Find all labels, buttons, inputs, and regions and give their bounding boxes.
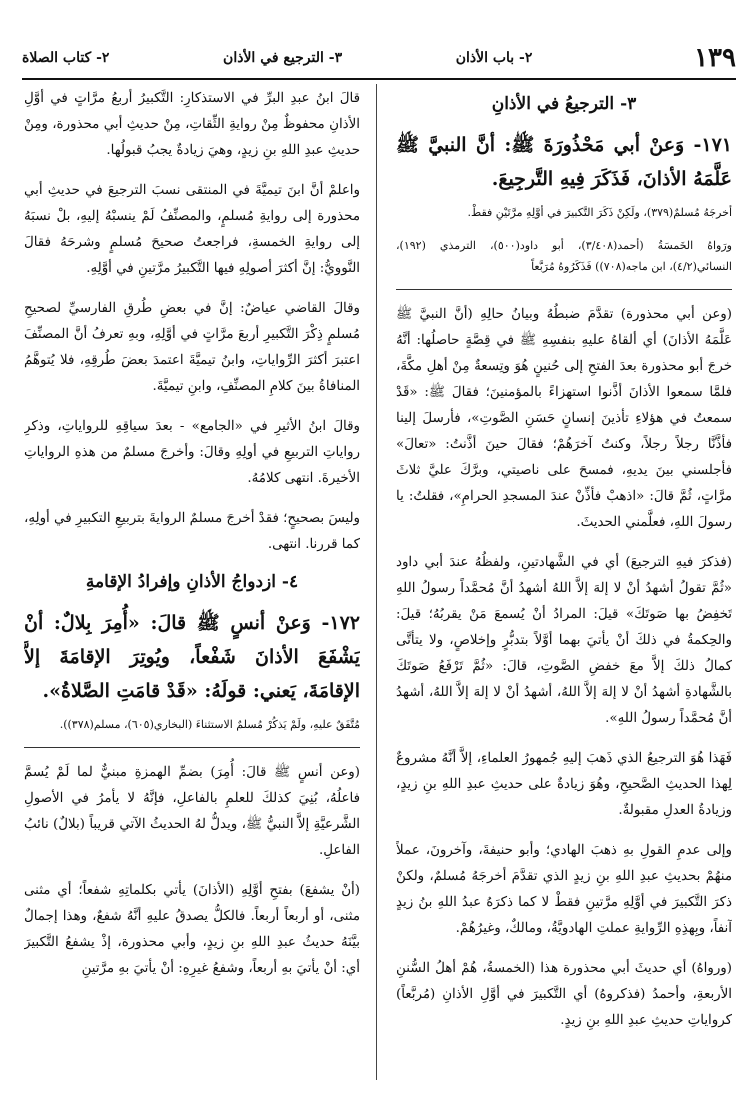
commentary-paragraph: (وعن أنسٍ ﷺ قالَ: أُمِرَ) بضمِّ الهمزةِ مبنيٌّ لما لَمْ يُسمَّ فاعلُهُ، بُنِيَ كذلكَ للعلمِ بالفاعلِ، فإنَّهُ لا يأمرُ في الأصولِ الشَّرعيَّةِ إلاَّ النبيُّ ﷺ، ويدلُّ لهُ الحديثُ الآتي قريباً (بلالٌ) نائبُ الفاعلِ. bbox=[24, 765, 360, 858]
takhrij-note: أخرجَهُ مُسلمٌ(٣٧٩)، ولَكِنْ ذَكَرَ التَّكبيرَ في أوَّلِهِ مرَّتَيْنِ فقطْ. bbox=[467, 206, 732, 219]
hadith-text: ١٧١- وَعنْ أبي مَحْذُورَةَ ﷺ: أنَّ النبيَّ ﷺ عَلَّمَهُ الأذانَ، فَذَكَرَ فِيهِ التَّرجِيعَ. bbox=[396, 134, 732, 190]
separator-line bbox=[396, 289, 732, 290]
header-chapter: ٢- باب الأذان bbox=[455, 50, 533, 66]
section-title: ٤- ازدواجُ الأذانِ وإفرادُ الإقامةِ bbox=[85, 572, 299, 592]
commentary-paragraph: وليسَ بصحيحٍ؛ فقدْ أخرجَ مسلمٌ الروايةَ بتربيعِ التكبيرِ في أولِهِ، كما قررنا. انتهى. bbox=[24, 511, 360, 552]
takhrij-note: مُتَّفَقٌ عليهِ، ولَمْ يَذكُرْ مُسلمٌ الاستثناءَ (البخاري(٦٠٥)، مسلم(٣٧٨)). bbox=[59, 718, 360, 731]
commentary-paragraph: واعلمْ أنَّ ابنَ تيميَّةَ في المنتقى نسبَ الترجيعَ في حديثِ أبي محذورة إلى روايةِ مُسلمٍ، والمصنِّفُ لَمْ ينسبْهُ إليهِ، بلْ نسبَهُ إلى روايةِ الخمسةِ، فراجعتُ صحيحَ مُسلمٍ وشرحَهُ فقالَ النَّوويُّ: إنَّ أكثرَ أصولِهِ فيها التَّكبيرُ مرَّتينِ في أوَّلِهِ. bbox=[24, 183, 360, 276]
separator-line bbox=[24, 747, 360, 748]
running-header bbox=[22, 38, 736, 80]
commentary-paragraph: قالَ ابنُ عبدِ البرِّ في الاستذكارِ: التَّكبيرُ أربعُ مرَّاتٍ في أوَّلِ الأذانِ محفوظٌ مِنْ روايةِ الثِّقاتِ، مِنْ حديثِ أبي محذورة، ومِنْ حديثِ عبدِ اللهِ بنِ زيدٍ، وهيَ زيادةٌ يجبُ قبولُها. bbox=[24, 91, 360, 158]
commentary-paragraph: (أنْ يشفعَ) بفتحِ أوَّلِهِ (الأذانَ) يأتي بكلماتِهِ شفعاً؛ أي مثنى مثنى، أو أربعاً أربعاً. فالكلُّ يصدقُ عليهِ أنَّهُ شفعٌ، وهذا إجمالٌ بيَّنَهُ حديثُ عبدِ اللهِ بنِ زيدٍ، وأبي محذورة، إذْ يشفعُ التَّكبيرَ أي: أنْ يأتيَ بهِ أربعاً، وشفعُ غيرِهِ: أنْ يأتيَ بهِ مرَّتينِ bbox=[24, 883, 360, 976]
commentary-paragraph: وقالَ القاضي عياضٌ: إنَّ في بعضِ طُرقِ الفارسيِّ لصحيحِ مُسلمٍ ذِكْرَ التَّكبيرِ أربعَ مرَّاتٍ في أوَّلِهِ، وبهِ تعرفُ أنَّ المصنِّفَ اعتبرَ أكثرَ الرِّواياتِ، وابنُ تيميَّةَ اعتمدَ بعضَ طُرقِهِ، فلا يُتوهَّمُ المنافاةُ بينَ كلامِ المصنِّفِ، وابنِ تيميَّةَ. bbox=[24, 301, 360, 394]
commentary-paragraph: (وعن أبي محذورة) تقدَّمَ ضبطُهُ وبيانُ حالِهِ (أنَّ النبيَّ ﷺ عَلَّمَهُ الأذانَ) أي ألقاهُ عليهِ بنفسِهِ ﷺ في قِصَّةٍ حاصلُها: أنَّهُ خرجَ أبو محذورة بعدَ الفتحِ إلى حُنينٍ هُوَ وتِسعةٌ مِنْ أهلِ مكَّةَ، فلمَّا سمعوا الأذانَ أذَّنوا استهزاءً بالمؤمنينَ؛ فقالَ ﷺ: «قَدْ سمعتُ في هؤلاءِ تأذينَ إنسانٍ حَسَنِ الصَّوتِ»، فأرسلَ إلينا فأذَّنَّا رجلاً رجلاً، وكنتُ آخرَهُمْ؛ فقالَ حينَ أذَّنتُ: «تعالَ» فأجلسني بينَ يديهِ، فمسحَ على ناصيتي، وبرَّكَ عليَّ ثلاثَ مرَّاتٍ، ثُمَّ قالَ: «اذهبْ فأذِّنْ عندَ المسجدِ الحرامِ»، فقلتُ: يا رسولَ اللهِ، فعلَّمني الحديثَ. bbox=[396, 307, 732, 530]
page-number: ١٣٩ bbox=[694, 43, 736, 73]
commentary-paragraph: (فذكرَ فيهِ الترجيعَ) أي في الشَّهادتينِ، ولفظُهُ عندَ أبي داود «ثُمَّ تقولُ أشهدُ أنْ لا إلهَ إلاَّ اللهُ أشهدُ أنَّ مُحمَّداً رسولُ اللهِ تَخفِضُ بها صَوتَكَ» قيلَ: المرادُ أنْ يُسمعَ مَنْ يقربُهُ؛ قيلَ: والحِكمةُ في ذلكَ أنْ يأتيَ بهما أوَّلاً بتدبُّرٍ وإخلاصٍ، ولا يتأتَّى كمالُ ذلكَ إلاَّ معَ خفضِ الصَّوتِ، قالَ: «ثُمَّ تَرْفَعُ صَوتَكَ بالشَّهادةِ أشهدُ أنْ لا إلهَ إلاَّ اللهُ، أشهدُ أنْ لا إلهَ إلاَّ اللهُ، أشهدُ أنَّ مُحمَّداً رسولُ اللهِ». bbox=[396, 555, 732, 726]
left-column bbox=[24, 86, 360, 1080]
commentary-paragraph: وقالَ ابنُ الأثيرِ في «الجامع» - بعدَ سياقِهِ للرواياتِ، وذكرِ رواياتِ التربيعِ في أولِهِ وقالَ: وأخرجَ مسلمٌ من هذهِ الرواياتِ الأخيرةَ. انتهى كلامُهُ. bbox=[24, 419, 360, 486]
hadith-text: ١٧٢- وَعنْ أنسٍ ﷺ قالَ: «أُمِرَ بِلالٌ: أنْ يَشْفَعَ الأذانَ شَفْعاً، ويُوتِرَ الإقامَةَ إلاَّ الإقامَةَ، يَعني: قولَهُ: «قَدْ قامَتِ الصَّلاةُ». bbox=[24, 612, 360, 702]
header-book: ٢- كتاب الصلاة bbox=[22, 50, 110, 66]
commentary-paragraph: وإلى عدمِ القولِ بهِ ذهبَ الهادي؛ وأبو حنيفةَ، وآخرونَ، عملاً منهُمْ بحديثِ عبدِ اللهِ بنِ زيدٍ الذي تقدَّمَ أخرجَهُ مُسلمٌ، ولكنْ ذكرَ التَّكبيرَ في أوَّلِهِ مرَّتينِ فقطْ لا كما ذكرَهُ عبدُ اللهِ بنُ زيدٍ آنفاً، وبِهذِهِ الرِّوايةِ عملتِ الهادويَّةُ، ومالكٌ، وغيرُهُمْ. bbox=[396, 843, 732, 936]
commentary-paragraph: (ورواهُ) أي حديثَ أبي محذورة هذا (الخمسةُ، هُمْ أهلُ السُّننِ الأربعةِ، وأحمدُ (فذكروهُ) أي التَّكبيرَ في أوَّلِ الأذانِ (مُربَّعاً) كرواياتِ حديثِ عبدِ اللهِ بنِ زيدٍ. bbox=[396, 961, 732, 1028]
commentary-paragraph: فَهَذا هُوَ الترجيعُ الذي ذَهبَ إليهِ جُمهورُ العلماءِ، إلاَّ أنَّهُ مشروعٌ لِهذا الحديثِ الصَّحيحِ، وهُوَ زيادةٌ على حديثِ عبدِ اللهِ بنِ زيدٍ، وزيادةُ العدلِ مقبولةٌ. bbox=[396, 751, 732, 818]
takhrij-note: ورَواهُ الخَمسَةُ (أحمد(٣/٤٠٨)، أبو داود(٥٠٠)، الترمذي (١٩٢)، النسائي(٤/٢)، ابن ماجه(٧٠٨)) فَذَكَرُوهُ مُرَبَّعاً bbox=[396, 239, 732, 273]
column-divider bbox=[376, 84, 377, 1080]
section-title: ٣- الترجيعُ في الأذانِ bbox=[491, 94, 637, 114]
right-column bbox=[396, 86, 732, 1080]
header-topic: ٣- الترجيع في الأذان bbox=[223, 50, 343, 66]
